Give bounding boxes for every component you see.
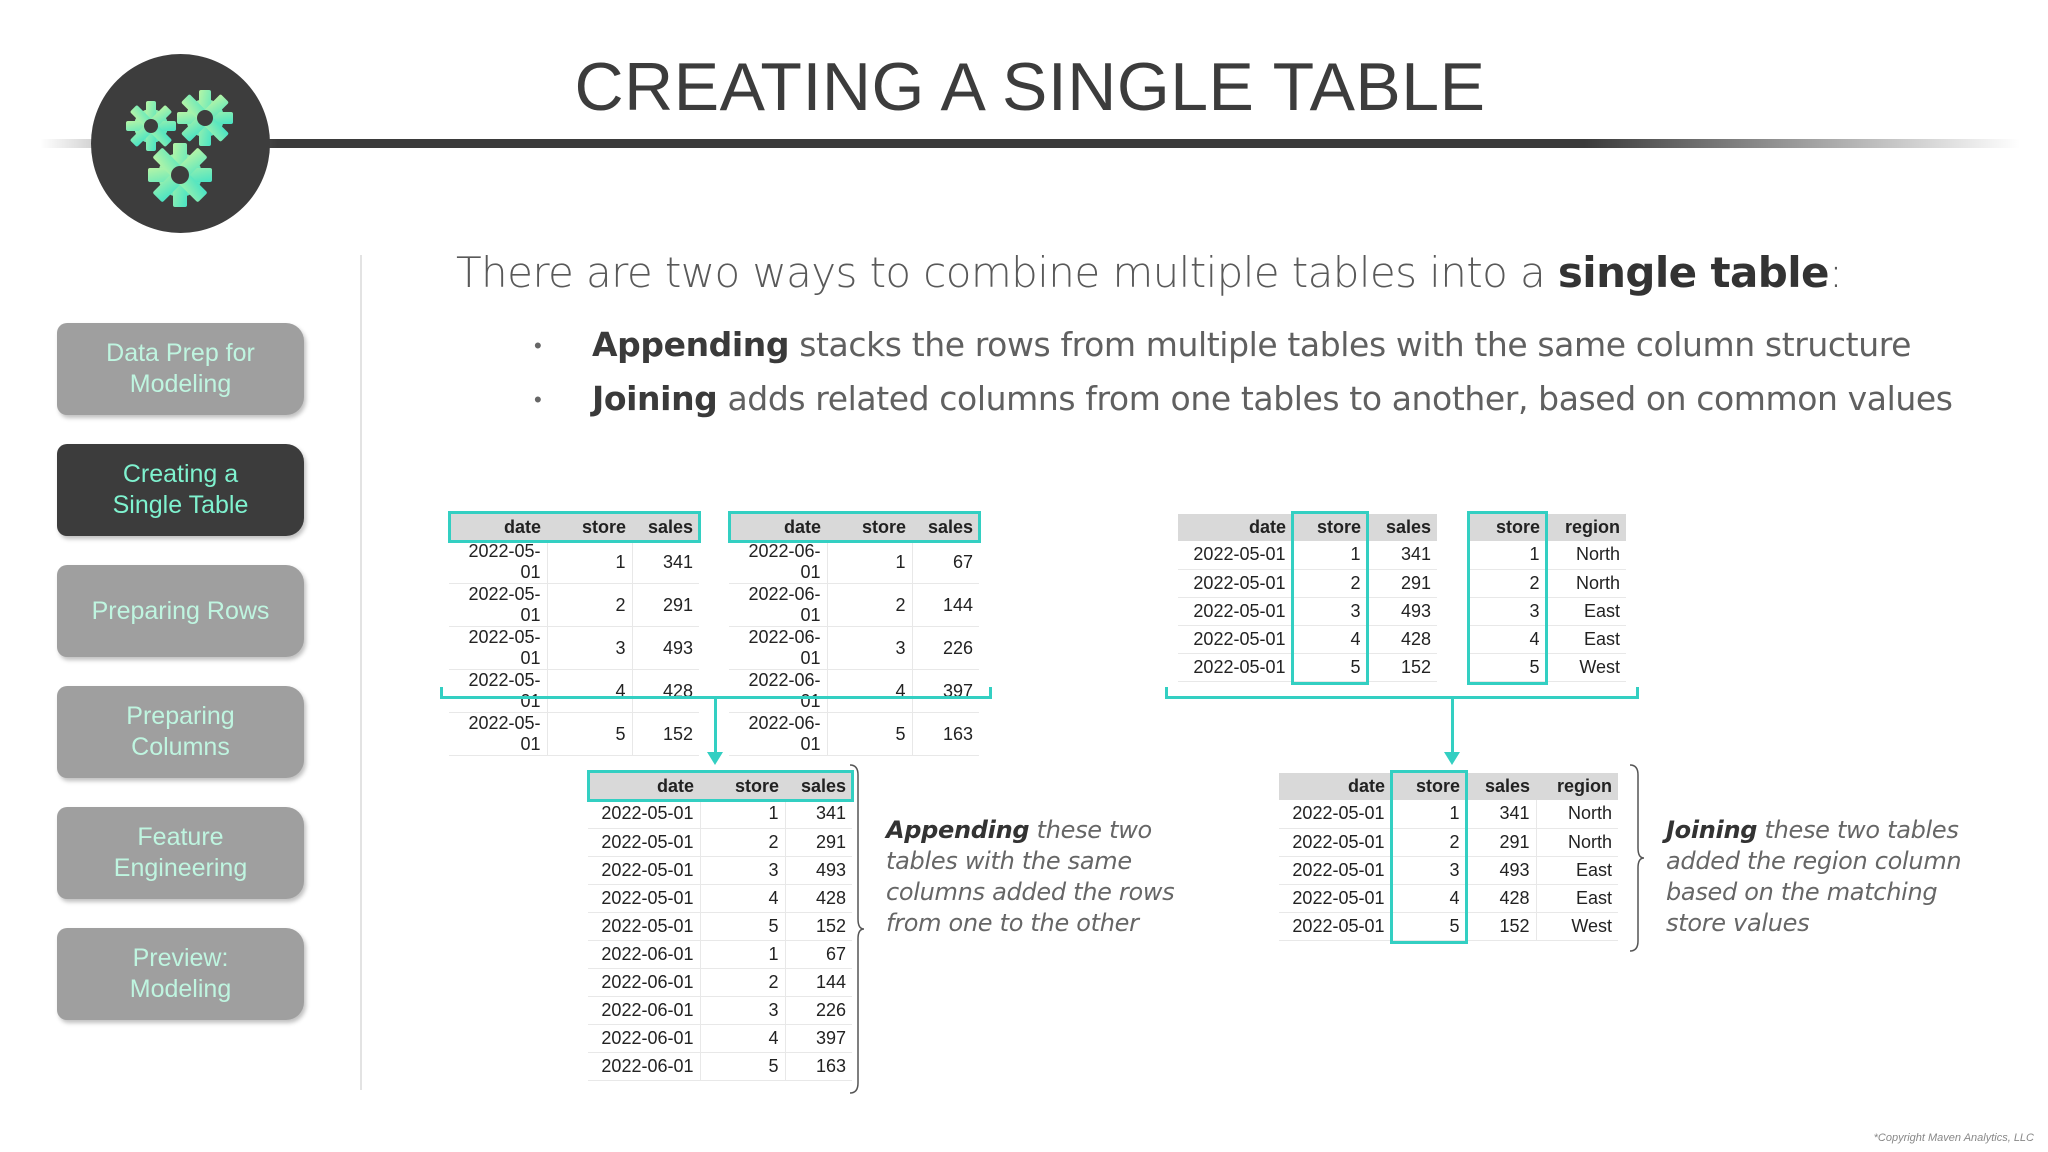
join-bracket — [1165, 687, 1639, 699]
table-row — [1279, 856, 1618, 884]
table-cell: 3 — [547, 627, 632, 670]
table-cell: 428 — [785, 884, 852, 912]
table-cell: North — [1536, 800, 1618, 828]
intro-suffix: : — [1828, 248, 1843, 297]
table-cell: 493 — [1367, 597, 1437, 625]
column-header-date: date — [1279, 773, 1391, 800]
table-cell: 2 — [827, 584, 912, 627]
table-cell: 2 — [700, 828, 785, 856]
column-header-sales: sales — [1466, 773, 1536, 800]
table-cell: 3 — [1468, 597, 1546, 625]
table-cell: 163 — [912, 713, 979, 756]
column-header-sales: sales — [1367, 514, 1437, 541]
table-cell: 144 — [912, 584, 979, 627]
table-row — [1178, 597, 1437, 625]
table-cell: 3 — [700, 856, 785, 884]
table-cell: 2022-05-01 — [1178, 569, 1292, 597]
table-cell: 1 — [700, 800, 785, 828]
table-cell: 291 — [1367, 569, 1437, 597]
table-row — [588, 828, 852, 856]
table-row — [588, 800, 852, 828]
table-cell: 226 — [785, 996, 852, 1024]
table-cell: 2022-05-01 — [1279, 800, 1391, 828]
table-row — [1178, 569, 1437, 597]
table-row — [588, 1024, 852, 1052]
table-row — [588, 1052, 852, 1080]
table-cell: North — [1546, 569, 1626, 597]
bullet-dot: • — [534, 387, 542, 412]
table-cell: East — [1546, 597, 1626, 625]
append-table-b — [729, 514, 979, 756]
join-caption — [1666, 815, 1996, 939]
join-caption-bold: Joining — [1666, 816, 1758, 844]
table-row — [1468, 569, 1626, 597]
table-row — [588, 884, 852, 912]
append-bracket — [440, 687, 992, 699]
table-row — [1178, 653, 1437, 681]
table-cell: 3 — [1391, 856, 1466, 884]
table-cell: 5 — [827, 713, 912, 756]
table-cell: 163 — [785, 1052, 852, 1080]
table-cell: 397 — [912, 670, 979, 713]
table-cell: 2022-05-01 — [588, 856, 700, 884]
table-cell: 5 — [1468, 653, 1546, 681]
join-table-a — [1178, 514, 1437, 682]
table-cell: 341 — [1466, 800, 1536, 828]
append-caption-bold: Appending — [886, 816, 1030, 844]
append-arrow-head — [707, 752, 723, 765]
table-row — [449, 541, 699, 584]
table-cell: 1 — [1292, 541, 1367, 569]
table-cell: West — [1536, 912, 1618, 940]
table-cell: 1 — [1468, 541, 1546, 569]
table-row — [1468, 541, 1626, 569]
table-cell: 3 — [1292, 597, 1367, 625]
table-row — [729, 584, 979, 627]
column-header-sales: sales — [785, 773, 852, 800]
table-cell: 2022-06-01 — [588, 1024, 700, 1052]
column-header-date: date — [1178, 514, 1292, 541]
table-row — [449, 713, 699, 756]
column-header-store: store — [1468, 514, 1546, 541]
table-cell: 4 — [700, 1024, 785, 1052]
table-cell: 2022-05-01 — [1178, 625, 1292, 653]
table-cell: 2022-06-01 — [729, 670, 827, 713]
logo-badge — [91, 54, 270, 233]
table-row — [588, 856, 852, 884]
table-row — [588, 940, 852, 968]
bullet-appending-text: stacks the rows from multiple tables with the same column structure — [789, 325, 1912, 364]
table-row — [449, 584, 699, 627]
table-cell: 1 — [827, 541, 912, 584]
column-header-store: store — [700, 773, 785, 800]
table-cell: 152 — [1367, 653, 1437, 681]
table-row — [729, 541, 979, 584]
bullet-appending-bold: Appending — [592, 325, 790, 364]
column-header-store: store — [827, 514, 912, 541]
column-header-store: store — [1391, 773, 1466, 800]
table-cell: East — [1546, 625, 1626, 653]
table-cell: 2 — [1391, 828, 1466, 856]
table-cell: 67 — [785, 940, 852, 968]
table-cell: 1 — [1391, 800, 1466, 828]
table-cell: 4 — [547, 670, 632, 713]
table-cell: 428 — [632, 670, 699, 713]
table-cell: North — [1536, 828, 1618, 856]
table-cell: 2022-06-01 — [588, 996, 700, 1024]
table-cell: 2022-05-01 — [588, 828, 700, 856]
table-cell: 2022-05-01 — [1279, 856, 1391, 884]
append-result-table — [588, 773, 852, 1081]
table-cell: 2022-05-01 — [449, 584, 547, 627]
sidebar-item-preparing-rows[interactable]: Preparing Rows — [57, 565, 304, 657]
sidebar-item-creating-single-table[interactable]: Creating a Single Table — [57, 444, 304, 536]
intro-bold: single table — [1557, 248, 1829, 297]
bullet-joining — [592, 379, 1953, 418]
table-cell: 4 — [1391, 884, 1466, 912]
table-cell: 4 — [1468, 625, 1546, 653]
join-curly-brace — [1628, 763, 1646, 953]
copyright: *Copyright Maven Analytics, LLC — [1873, 1132, 2034, 1144]
table-cell: East — [1536, 884, 1618, 912]
page-title: CREATING A SINGLE TABLE — [574, 49, 1486, 125]
table-cell: 341 — [1367, 541, 1437, 569]
intro-text — [456, 248, 1842, 297]
table-cell: 5 — [547, 713, 632, 756]
table-cell: 493 — [632, 627, 699, 670]
table-cell: 2022-05-01 — [449, 541, 547, 584]
table-cell: North — [1546, 541, 1626, 569]
table-cell: 2022-05-01 — [1178, 541, 1292, 569]
table-row — [729, 627, 979, 670]
table-row — [1279, 800, 1618, 828]
table-cell: 152 — [632, 713, 699, 756]
column-header-store: store — [547, 514, 632, 541]
table-row — [1178, 541, 1437, 569]
table-cell: 5 — [1292, 653, 1367, 681]
table-cell: 291 — [1466, 828, 1536, 856]
table-row — [1279, 912, 1618, 940]
table-row — [729, 713, 979, 756]
table-cell: 2 — [1292, 569, 1367, 597]
bullet-dot: • — [534, 333, 542, 358]
table-cell: 2022-05-01 — [588, 800, 700, 828]
table-cell: 2 — [700, 968, 785, 996]
sidebar-item-feature-engineering[interactable]: Feature Engineering — [57, 807, 304, 899]
table-cell: 2022-05-01 — [1178, 653, 1292, 681]
column-header-region: region — [1536, 773, 1618, 800]
table-cell: 226 — [912, 627, 979, 670]
table-cell: 2022-06-01 — [588, 940, 700, 968]
table-row — [1468, 597, 1626, 625]
title-underline — [40, 139, 2020, 148]
table-cell: East — [1536, 856, 1618, 884]
table-row — [1279, 828, 1618, 856]
table-cell: 493 — [1466, 856, 1536, 884]
table-cell: 67 — [912, 541, 979, 584]
table-row — [588, 996, 852, 1024]
append-curly-brace — [848, 763, 866, 1095]
join-result-table — [1279, 773, 1618, 941]
join-table-b — [1468, 514, 1626, 682]
table-cell: 2022-05-01 — [449, 627, 547, 670]
bullet-joining-text: adds related columns from one tables to another, based on common values — [717, 379, 1953, 418]
join-caption-text: these two tables added the region column based on the matching store values — [1666, 816, 1962, 937]
table-cell: 291 — [632, 584, 699, 627]
column-header-sales: sales — [912, 514, 979, 541]
table-cell: 2022-05-01 — [1279, 884, 1391, 912]
append-table-a — [449, 514, 699, 756]
table-row — [588, 968, 852, 996]
sidebar — [57, 323, 304, 1049]
sidebar-item-data-prep[interactable]: Data Prep for Modeling — [57, 323, 304, 415]
table-cell: 2022-05-01 — [1279, 828, 1391, 856]
table-cell: 152 — [785, 912, 852, 940]
table-cell: 4 — [1292, 625, 1367, 653]
table-cell: 5 — [1391, 912, 1466, 940]
table-cell: 2022-05-01 — [588, 912, 700, 940]
intro-prefix: There are two ways to combine multiple tables into a — [456, 248, 1558, 297]
table-row — [588, 912, 852, 940]
table-cell: 2 — [1468, 569, 1546, 597]
sidebar-item-preview-modeling[interactable]: Preview: Modeling — [57, 928, 304, 1020]
table-cell: 2022-05-01 — [588, 884, 700, 912]
append-caption — [886, 815, 1216, 939]
table-cell: 341 — [785, 800, 852, 828]
table-cell: 5 — [700, 1052, 785, 1080]
table-cell: 2022-06-01 — [729, 713, 827, 756]
table-cell: 3 — [827, 627, 912, 670]
table-cell: 2022-06-01 — [729, 541, 827, 584]
column-header-date: date — [729, 514, 827, 541]
table-row — [1468, 625, 1626, 653]
table-cell: 341 — [632, 541, 699, 584]
table-cell: 2022-05-01 — [449, 713, 547, 756]
table-cell: 5 — [700, 912, 785, 940]
table-cell: 2 — [547, 584, 632, 627]
column-header-date: date — [449, 514, 547, 541]
column-header-date: date — [588, 773, 700, 800]
table-cell: 4 — [700, 884, 785, 912]
table-row — [449, 627, 699, 670]
table-cell: 4 — [827, 670, 912, 713]
gears-icon — [91, 54, 270, 233]
table-row — [1468, 653, 1626, 681]
table-cell: 1 — [700, 940, 785, 968]
table-cell: 2022-06-01 — [729, 627, 827, 670]
sidebar-divider — [360, 255, 362, 1090]
table-cell: West — [1546, 653, 1626, 681]
table-cell: 152 — [1466, 912, 1536, 940]
column-header-store: store — [1292, 514, 1367, 541]
join-arrow-head — [1444, 752, 1460, 765]
table-cell: 2022-06-01 — [588, 1052, 700, 1080]
join-arrow-line — [1451, 699, 1454, 755]
table-cell: 493 — [785, 856, 852, 884]
table-cell: 144 — [785, 968, 852, 996]
append-arrow-line — [714, 699, 717, 755]
sidebar-item-preparing-columns[interactable]: Preparing Columns — [57, 686, 304, 778]
table-cell: 2022-06-01 — [588, 968, 700, 996]
bullet-appending — [592, 325, 1911, 364]
table-cell: 2022-05-01 — [1279, 912, 1391, 940]
column-header-sales: sales — [632, 514, 699, 541]
table-cell: 428 — [1367, 625, 1437, 653]
table-cell: 2022-05-01 — [449, 670, 547, 713]
table-row — [1178, 625, 1437, 653]
bullet-joining-bold: Joining — [592, 379, 718, 418]
append-caption-text: these two tables with the same columns added the rows from one to the other — [886, 816, 1175, 937]
table-cell: 1 — [547, 541, 632, 584]
table-cell: 3 — [700, 996, 785, 1024]
table-cell: 291 — [785, 828, 852, 856]
table-row — [1279, 884, 1618, 912]
table-cell: 2022-06-01 — [729, 584, 827, 627]
table-cell: 428 — [1466, 884, 1536, 912]
column-header-region: region — [1546, 514, 1626, 541]
table-cell: 397 — [785, 1024, 852, 1052]
table-cell: 2022-05-01 — [1178, 597, 1292, 625]
